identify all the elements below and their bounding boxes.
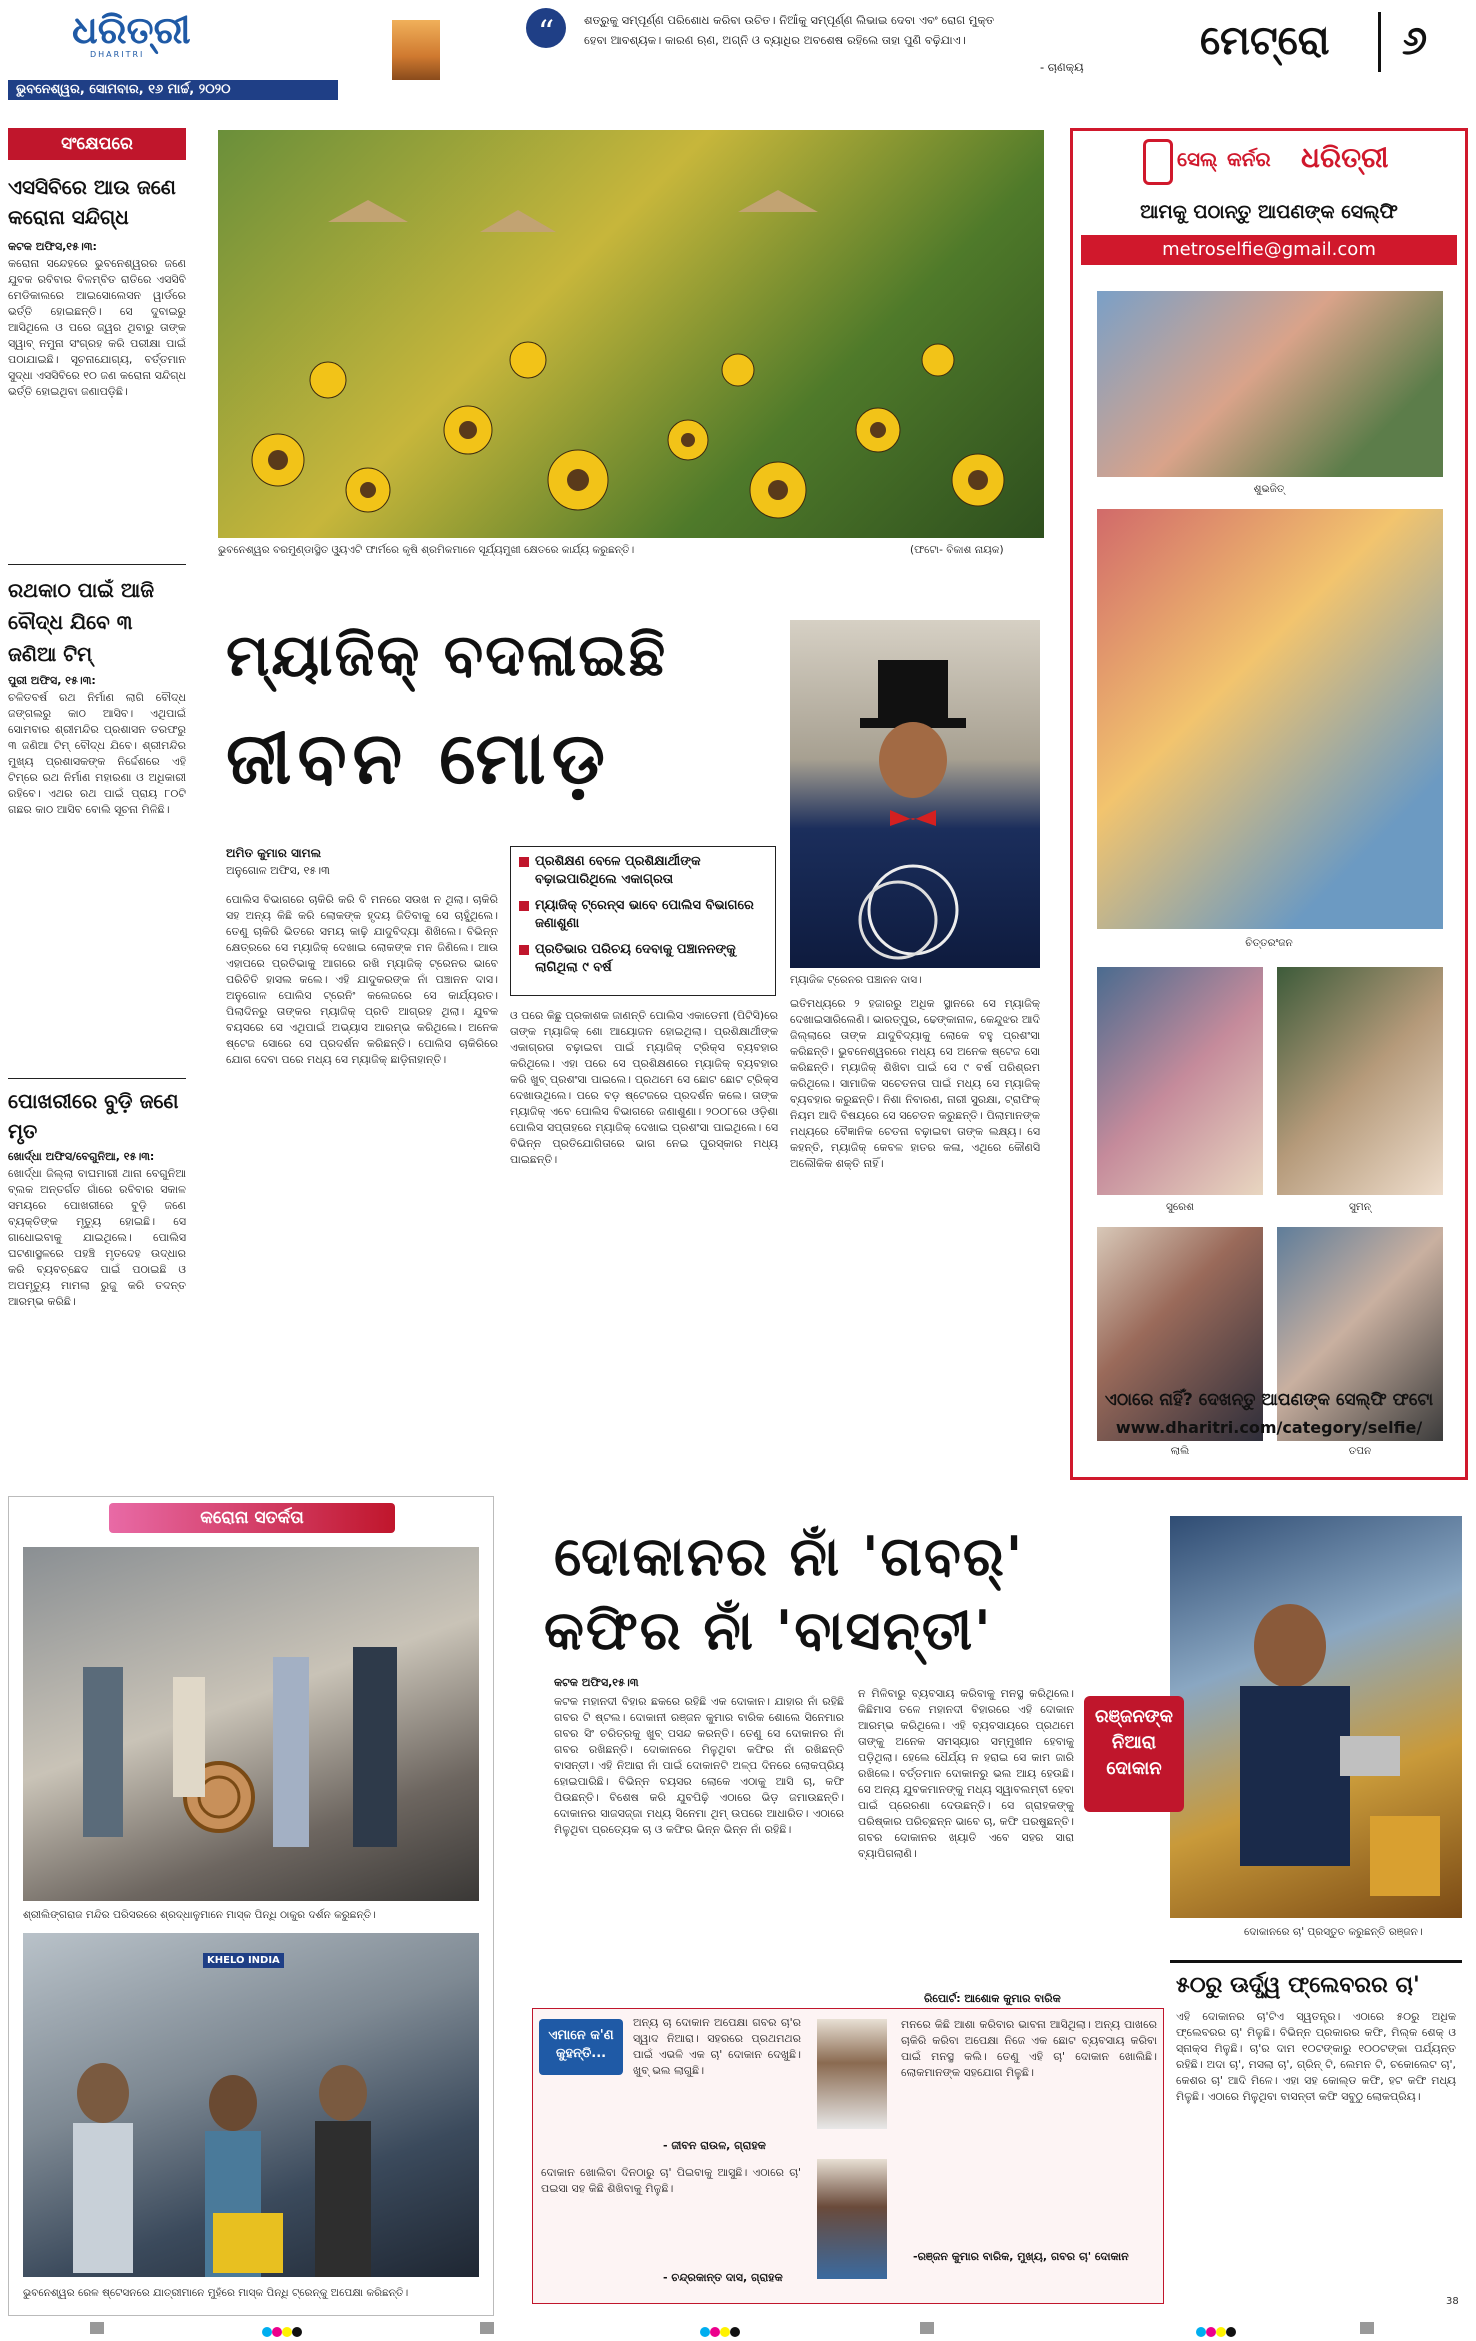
sunflower-photo <box>218 130 1044 538</box>
corona-station-caption: ଭୁବନେଶ୍ୱର ରେଳ ଷ୍ଟେସନରେ ଯାତ୍ରୀମାନେ ମୁହଁରେ ମାସ୍କ ପିନ୍ଧି ଟ୍ରେନ୍‌କୁ ଅପେକ୍ଷା କରିଛନ୍ତି। <box>23 2287 409 2299</box>
selfie-corner <box>1070 128 1468 1480</box>
opinion-quote-3-by: -ରଞ୍ଜନ କୁମାର ବାରିକ, ମୁଖ୍ୟ, ଗବର ଚା' ଦୋକାନ <box>913 2250 1129 2263</box>
corona-station-photo <box>23 1933 479 2277</box>
opinion-quote-1: ଅନ୍ୟ ଚା ଦୋକାନ ଅପେକ୍ଷା ଗବର ଚା'ର ସ୍ୱାଦ ନିଆରା। ସହରରେ ପ୍ରଥମଥର ପାଇଁ ଏଭଳି ଏକ ଚା' ଦୋକାନ ଦେଖୁଛି। ଖୁବ୍ ଭଲ ଲାଗୁଛି। <box>633 2016 801 2077</box>
page-number: ୬ <box>1402 18 1428 64</box>
selfie-email: metroselfie@gmail.com <box>1081 235 1457 265</box>
selfie-photo-4 <box>1277 967 1443 1195</box>
corona-temple-photo <box>23 1547 479 1901</box>
gabbar-body-col-2: ନ ମିଳିବାରୁ ବ୍ୟବସାୟ କରିବାକୁ ମନସ୍ଥ କରିଥିଲେ। କିଛିମାସ ତଳେ ମହାନଦୀ ବିହାରରେ ଏହି ଦୋକାନ ଆରମ୍ଭ କରିଥିଲେ। ଏହି ବ୍ୟବସାୟରେ ପ୍ରଥମେ ତାଙ୍କୁ ଅନେକ ସମସ୍ୟାର ସମ୍ମୁଖୀନ ହେବାକୁ ପଡ଼ିଥିଲା। ହେଲେ ଧୈର୍ଯ୍ୟ ନ ହରାଇ ସେ କାମ ଜାରି ରଖିଲେ। ବର୍ତ୍ତମାନ ଦୋକାନରୁ ଭଲ ଆୟ ହେଉଛି। ସେ ଅନ୍ୟ ଯୁବକମାନଙ୍କୁ ମଧ୍ୟ ସ୍ୱାବଲମ୍ବୀ ହେବା ପାଇଁ ପ୍ରେରଣା ଦେଉଛନ୍ତି। ସେ ଗ୍ରାହକଙ୍କୁ ପରିଷ୍କାର ପରିଚ୍ଛନ୍ନ ଭାବେ ଚା, କଫି ପରଷୁଛନ୍ତି। ଗବର ଦୋକାନର ଖ୍ୟାତି ଏବେ ସହର ସାରା ବ୍ୟାପିଗଲାଣି। <box>858 1687 1074 1860</box>
corona-temple-caption: ଶ୍ରୀଲିଙ୍ଗରାଜ ମନ୍ଦିର ପରିସରରେ ଶ୍ରଦ୍ଧାଳୁମାନେ ମାସ୍କ ପିନ୍ଧି ଠାକୁର ଦର୍ଶନ କରୁଛନ୍ତି। <box>23 1909 376 1921</box>
station-sign: KHELO INDIA <box>203 1953 284 1968</box>
flavour-box <box>1170 1960 1462 2307</box>
magic-byline-1: ଅମିତ କୁମାର ସାମଲ <box>226 846 322 860</box>
magician-photo-caption: ମ୍ୟାଜିକ ଟ୍ରେନର ପଞ୍ଚାନନ ଦାସ। <box>790 974 922 986</box>
opinion-label: ଏମାନେ କ'ଣ କୁହନ୍ତି... <box>539 2019 623 2075</box>
section-divider <box>1378 12 1381 72</box>
selfie-photo-1 <box>1097 291 1443 477</box>
phone-icon <box>1143 139 1173 185</box>
magic-headline-1: ମ୍ୟାଜିକ୍ ବଦଳାଇଛି <box>226 621 668 689</box>
quote-line-1: ଶତ୍ରୁକୁ ସମ୍ପୂର୍ଣ୍ଣ ପରିଶୋଧ କରିବା ଉଚିତ। ନିଆଁକୁ ସମ୍ପୂର୍ଣ୍ଣ ଲିଭାଇ ଦେବା ଏବଂ ରୋଗ ମୁକ୍ତ <box>584 13 995 27</box>
selfie-name-4: ସୁମନ୍ <box>1349 1201 1371 1213</box>
highlight-item: ପ୍ରତିଭାର ପରିଚୟ ଦେବାକୁ ପଞ୍ଚାନନଙ୍କୁ ଲାଗିଥିଲା ୯ ବର୍ଷ <box>519 941 767 977</box>
corona-label: କରୋନା ସତର୍କତା <box>109 1503 395 1533</box>
dateline-bar <box>8 80 338 100</box>
section-title: ମେଟ୍ରୋ <box>1200 18 1330 64</box>
selfie-photo-2 <box>1097 509 1443 929</box>
station-art <box>23 1933 479 2277</box>
magic-body-col-3: ଇତିମଧ୍ୟରେ ୨ ହଜାରରୁ ଅଧିକ ସ୍ଥାନରେ ସେ ମ୍ୟାଜିକ୍ ଦେଖାଇସାରିଲେଣି। ଭାରତ୍ପୁର, ଢେଙ୍କାନାଳ, କେନ୍ଦୁଝର ଆଦି ଜିଲ୍ଲାରେ ତାଙ୍କ ଯାଦୁବିଦ୍ୟାକୁ ଲୋକେ ବହୁ ପ୍ରଶଂସା କରିଛନ୍ତି। ଭୁବନେଶ୍ୱରରେ ମଧ୍ୟ ସେ ଅନେକ ଷ୍ଟେଜ ସୋ କରିଛନ୍ତି। ମ୍ୟାଜିକ୍ ଶିଖିବା ପାଇଁ ସେ ୯ ବର୍ଷ ପରିଶ୍ରମ କରିଥିଲେ। ସାମାଜିକ ସଚେତନତା ପାଇଁ ମଧ୍ୟ ସେ ମ୍ୟାଜିକ୍ ବ୍ୟବହାର କରୁଛନ୍ତି। ନିଶା ନିବାରଣ, ନାରୀ ସୁରକ୍ଷା, ଟ୍ରାଫିକ୍ ନିୟମ ଆଦି ବିଷୟରେ ସେ ସଚେତନ କରୁଛନ୍ତି। ପିଲାମାନଙ୍କ ମଧ୍ୟରେ ବୈଜ୍ଞାନିକ ଚେତନା ବଢ଼ାଇବା ତାଙ୍କ ଲକ୍ଷ୍ୟ। ସେ କହନ୍ତି, ମ୍ୟାଜିକ୍ କେବଳ ହାତର କଳା, ଏଥିରେ କୌଣସି ଅଲୌକିକ ଶକ୍ତି ନାହିଁ। <box>790 997 1040 1170</box>
sunflower-photo-art <box>218 130 1044 538</box>
selfie-logo-brand: ଧରିତ୍ରୀ <box>1301 141 1389 174</box>
opinion-quote-3: ମନରେ କିଛି ଆଶା କରିବାର ଭାବନା ଆସିଥିଲା। ଅନ୍ୟ ପାଖରେ ଚାକିରି କରିବା ଅପେକ୍ଷା ନିଜେ ଏକ ଛୋଟ ବ୍ୟବସାୟ କରିବା ପାଇଁ ମନସ୍ଥ କଲି। ତେଣୁ ଏହି ଚା' ଦୋକାନ ଖୋଲିଛି। ଲୋକମାନଙ୍କ ସହଯୋଗ ମିଳୁଛି। <box>901 2018 1157 2079</box>
temple-art <box>23 1547 479 1901</box>
brief-item-3-headline: ପୋଖରୀରେ ବୁଡ଼ି ଜଣେ ମୃତ <box>8 1089 179 1143</box>
gabbar-dateline: କଟକ ଅଫିସ,୧୫।୩ <box>554 1676 639 1689</box>
sunflower-caption: ଭୁବନେଶ୍ୱର ବରମୁଣ୍ଡାସ୍ଥିତ ଓ୍ୟୁଏଟି ଫାର୍ମରେ କୃଷି ଶ୍ରମିକମାନେ ସୂର୍ଯ୍ୟମୁଖୀ କ୍ଷେତରେ କାର୍ଯ୍ୟ କରୁଛନ୍ତି। <box>218 544 635 556</box>
opinion-box <box>532 2008 1164 2304</box>
opinion-quote-2-by: - ଚନ୍ଦ୍ରକାନ୍ତ ଦାସ, ଗ୍ରାହକ <box>663 2271 783 2284</box>
brief-item-2-headline: ରଥକାଠ ପାଇଁ ଆଜି ବୌଦ୍ଧ ଯିବେ ୩ ଜଣିଆ ଟିମ୍ <box>8 578 155 666</box>
quote-author: - ଚାଣକ୍ୟ <box>1040 60 1084 74</box>
magician-photo <box>790 620 1040 968</box>
brief-item-1-headline: ଏସସିବିରେ ଆଉ ଜଣେ କରୋନା ସନ୍ଦିଗ୍ଧ <box>8 175 176 229</box>
customer-2-photo <box>817 2159 887 2279</box>
brief-item-2-body: ଚଳିତବର୍ଷ ରଥ ନିର୍ମାଣ ଲାଗି ବୌଦ୍ଧ ଜଙ୍ଗଲରୁ କାଠ ଆସିବ। ଏଥିପାଇଁ ସୋମବାର ଶ୍ରୀମନ୍ଦିର ପ୍ରଶାସନ ତରଫରୁ ୩ ଜଣିଆ ଟିମ୍ ବୌଦ୍ଧ ଯିବେ। ଶ୍ରୀମନ୍ଦିର ମୁଖ୍ୟ ପ୍ରଶାସକଙ୍କ ନିର୍ଦ୍ଦେଶରେ ଏହି ଟିମ୍‌ରେ ରଥ ନିର୍ମାଣ ମହାରଣା ଓ ଅଧିକାରୀ ରହିବେ। ଏଥର ରଥ ପାଇଁ ପ୍ରାୟ ୮୦ଟି ଗଛର କାଠ ଆସିବ ବୋଲି ସୂଚନା ମିଳିଛି। <box>8 691 186 816</box>
selfie-logo-left: ସେଲ୍ <box>1177 147 1218 171</box>
registration-marks <box>0 2296 1476 2338</box>
footer-page-number: 38 <box>1446 2296 1459 2307</box>
corona-column <box>8 1496 494 2316</box>
masthead <box>0 0 1476 96</box>
magic-byline-2: ଅନୁଗୋଳ ଅଫିସ, ୧୫।୩ <box>226 864 330 877</box>
selfie-logo <box>1143 139 1403 189</box>
customer-1-photo <box>817 2019 887 2129</box>
brief-item-1-dateline: କଟକ ଅଫିସ,୧୫।୩: <box>8 240 97 253</box>
gabbar-headline-1: ଦୋକାନର ନାଁ 'ଗବର୍' <box>554 1525 1025 1588</box>
opinion-quote-1-by: - ଜୀବନ ରାଉଳ, ଗ୍ରାହକ <box>663 2139 766 2152</box>
selfie-footer-question: ଏଠାରେ ନାହିଁ? ଦେଖନ୍ତୁ ଆପଣଙ୍କ ସେଲ୍‌ଫି ଫଟୋ <box>1104 1390 1434 1410</box>
flavour-body: ଏହି ଦୋକାନର ଚା'ଟିଏ ସ୍ୱତନ୍ତ୍ର। ଏଠାରେ ୫୦ରୁ ଅଧିକ ଫ୍ଲେବରର ଚା' ମିଳୁଛି। ବିଭିନ୍ନ ପ୍ରକାରର କଫି, ମିଲ୍କ ଶେକ୍ ଓ ସ୍ନାକ୍ସ ମିଳୁଛି। ଚା'ର ଦାମ ୧୦ଟଙ୍କାରୁ ୧୦୦ଟଙ୍କା ପର୍ଯ୍ୟନ୍ତ ରହିଛି। ଅଦା ଚା', ମସଲା ଚା', ଗ୍ରିନ୍ ଟି, ଲେମନ ଟି, ଚକୋଲେଟ ଚା', କେଶର ଚା' ଆଦି ମିଳେ। ଏହା ସହ କୋଲ୍ଡ କଫି, ହଟ କଫି ମଧ୍ୟ ମିଳୁଛି। ଏଠାରେ ମିଳୁଥିବା ବାସନ୍ତୀ କଫି ସବୁଠୁ ଲୋକପ୍ରିୟ। <box>1176 2010 1456 2103</box>
brief-label: ସଂକ୍ଷେପରେ <box>8 128 186 160</box>
logo-sub: DHARITRI <box>90 50 145 59</box>
brief-item-3-dateline: ଖୋର୍ଦ୍ଧା ଅଫିସ/ବେଗୁନିଆ, ୧୫।୩: <box>8 1150 155 1163</box>
selfie-photo-3 <box>1097 967 1263 1195</box>
selfie-name-5: ଲାଲି <box>1170 1445 1190 1457</box>
gabbar-badge-text: ରଞ୍ଜନଙ୍କ ନିଆରା ଦୋକାନ <box>1095 1706 1173 1779</box>
sunflower-credit: (ଫଟୋ- ବିକାଶ ନାୟକ) <box>910 544 1004 556</box>
brief-column <box>8 128 186 1480</box>
magic-body-col-2: ଓ ପରେ କିଛୁ ପ୍ରକାଶକ ଜାଣନ୍ତି ପୋଲିସ ଏକାଡେମୀ (ପିଟିସି)ରେ ତାଙ୍କ ମ୍ୟାଜିକ୍ ଶୋ ଆୟୋଜନ ହୋଇଥିଲା। ପ୍ରଶିକ୍ଷାର୍ଥୀଙ୍କ ଏକାଗ୍ରତା ବଢ଼ାଇବା ପାଇଁ ମ୍ୟାଜିକ୍ ଟ୍ରିକ୍ସ ବ୍ୟବହାର କରିଥିଲେ। ଏହା ପରେ ସେ ପ୍ରଶିକ୍ଷଣରେ ମ୍ୟାଜିକ୍ ବ୍ୟବହାର କରି ଖୁବ୍ ପ୍ରଶଂସା ପାଇଲେ। ପ୍ରଥମେ ସେ ଛୋଟ ଛୋଟ ଟ୍ରିକ୍ସ ଦେଖାଉଥିଲେ। ପରେ ବଡ଼ ଷ୍ଟେଜରେ ପ୍ରଦର୍ଶନ କଲେ। ତାଙ୍କ ମ୍ୟାଜିକ୍ ଏବେ ପୋଲିସ ବିଭାଗରେ ଜଣାଶୁଣା। ୨୦୦୮ରେ ଓଡ଼ିଶା ପୋଲିସ ସପ୍ତାହରେ ମ୍ୟାଜିକ୍ ଦେଖାଇ ପ୍ରଶଂସା ପାଇଥିଲେ। ସେ ବିଭିନ୍ନ ପ୍ରତିଯୋଗିତାରେ ଭାଗ ନେଇ ପୁରସ୍କାର ମଧ୍ୟ ପାଇଛନ୍ତି। <box>510 1009 778 1166</box>
magic-story <box>218 604 1044 1480</box>
chanakya-portrait <box>392 20 440 80</box>
highlight-item: ପ୍ରଶିକ୍ଷଣ ବେଳେ ପ୍ରଶିକ୍ଷାର୍ଥୀଙ୍କ ବଢ଼ାଇପାରିଥିଲେ ଏକାଗ୍ରତା <box>519 853 767 889</box>
logo-text: ଧରିତ୍ରୀ <box>72 8 191 52</box>
brief-item-1-body: କରୋନା ସନ୍ଦେହରେ ଭୁବନେଶ୍ୱରର ଜଣେ ଯୁବକ ରବିବାର ବିଳମ୍ବିତ ରାତିରେ ଏସସିବି ମେଡିକାଲରେ ଆଇସୋଲେସନ ୱାର୍ଡରେ ଭର୍ତ୍ତି ହୋଇଛନ୍ତି। ସେ ଦୁବାଇରୁ ଆସିଥିଲେ ଓ ପରେ ଜ୍ୱର ଥିବାରୁ ତାଙ୍କ ସ୍ୱାବ୍ ନମୁନା ସଂଗ୍ରହ କରି ପରୀକ୍ଷା ପାଇଁ ପଠାଯାଇଛି। ସୂଚନାଯୋଗ୍ୟ, ବର୍ତ୍ତମାନ ସୁଦ୍ଧା ଏସସିବିରେ ୧୦ ଜଣ କରୋନା ସନ୍ଦିଗ୍ଧ ଭର୍ତ୍ତି ହୋଇଥିବା ଜଣାପଡ଼ିଛି। <box>8 257 186 398</box>
highlight-item: ମ୍ୟାଜିକ୍ ଟ୍ରେନ୍ସ ଭାବେ ପୋଲିସ ବିଭାଗରେ ଜଣାଶୁଣା <box>519 897 767 933</box>
brief-item-3-body: ଖୋର୍ଦ୍ଧା ଜିଲ୍ଲା ବାଘମାରୀ ଥାନା ବେଗୁନିଆ ବ୍ଲକ ଅନ୍ତର୍ଗତ ଗାଁରେ ରବିବାର ସକାଳ ସମୟରେ ପୋଖରୀରେ ବୁଡ଼ି ଜଣେ ବ୍ୟକ୍ତିଙ୍କ ମୃତ୍ୟୁ ହୋଇଛି। ସେ ଗାଧୋଇବାକୁ ଯାଇଥିଲେ। ପୋଲିସ ଘଟଣାସ୍ଥଳରେ ପହଞ୍ଚି ମୃତଦେହ ଉଦ୍ଧାର କରି ବ୍ୟବଚ୍ଛେଦ ପାଇଁ ପଠାଇଛି ଓ ଅପମୃତ୍ୟୁ ମାମଲା ରୁଜୁ କରି ତଦନ୍ତ ଆରମ୍ଭ କରିଛି। <box>8 1167 186 1308</box>
selfie-tagline: ଆମକୁ ପଠାନ୍ତୁ ଆପଣଙ୍କ ସେଲ୍‌ଫି <box>1140 201 1398 223</box>
flavour-headline: ୫୦ରୁ ଊର୍ଦ୍ଧ୍ୱ ଫ୍ଲେବରର ଚା' <box>1176 1973 1420 1998</box>
selfie-name-6: ତପନ <box>1348 1445 1372 1457</box>
selfie-footer-url[interactable]: www.dharitri.com/category/selfie/ <box>1115 1418 1423 1437</box>
selfie-name-1: ଶୁଭଜିତ୍ <box>1253 483 1285 495</box>
magic-body-col-1: ପୋଲିସ ବିଭାଗରେ ଚାକିରି କରି ବି ମନରେ ସଉଖ ନ ଥିଲା। ଚାକିରି ସହ ଅନ୍ୟ କିଛି କରି ଲୋକଙ୍କ ହୃଦୟ ଜିତିବାକୁ ସେ ଚାହୁଁଥିଲେ। ତେଣୁ ଚାକିରି ଭିତରେ ସମୟ କାଢ଼ି ଯାଦୁବିଦ୍ୟା ଶିଖିଲେ। ବିଭିନ୍ନ କ୍ଷେତ୍ରରେ ସେ ମ୍ୟାଜିକ୍ ଦେଖାଇ ଲୋକଙ୍କ ମନ ଜିଣିଲେ। ଆଉ ଏହାପରେ ପ୍ରତିଭାକୁ ଆଗରେ ରଖି ମ୍ୟାଜିକ୍ ଟ୍ରେନର ଭାବେ ପରିଚିତି ହାସଲ କଲେ। ଏହି ଯାଦୁକରଙ୍କ ନାଁ ପଞ୍ଚାନନ ଦାସ। ଅନୁଗୋଳ ପୋଲିସ ଟ୍ରେନିଂ କଲେଜରେ ସେ କାର୍ଯ୍ୟରତ। ପିଲାଦିନରୁ ତାଙ୍କର ମ୍ୟାଜିକ୍ ପ୍ରତି ଆଗ୍ରହ ଥିଲା। ଯୁବକ ବୟସରେ ସେ ଏଥିପାଇଁ ଅଭ୍ୟାସ ଆରମ୍ଭ କରିଥିଲେ। ଅନେକ ଷ୍ଟେଜ ସୋରେ ସେ ପ୍ରଦର୍ଶନ କରିଛନ୍ତି। ପୋଲିସ ଚାକିରିରେ ଯୋଗ ଦେବା ପରେ ମଧ୍ୟ ସେ ମ୍ୟାଜିକ୍ ଛାଡ଼ିନାହାନ୍ତି। <box>226 893 498 1066</box>
quote-line-2: ହେବା ଆବଶ୍ୟକ। କାରଣ ଋଣ, ଅଗ୍ନି ଓ ବ୍ୟାଧିର ଅବଶେଷ ରହିଲେ ତାହା ପୁଣି ବଢ଼ିଯାଏ। <box>584 33 966 47</box>
quote-mark-icon: “ <box>526 8 566 48</box>
tea-photo-caption: ଦୋକାନରେ ଚା' ପ୍ରସ୍ତୁତ କରୁଛନ୍ତି ରଞ୍ଜନ। <box>1244 1926 1423 1938</box>
brief-divider <box>8 564 186 565</box>
magic-headline-2: ଜୀବନ ମୋଡ଼ <box>226 716 611 800</box>
selfie-name-2: ଚିତ୍ତରଂଜନ <box>1245 937 1293 949</box>
selfie-logo-mid: କର୍ନର <box>1227 147 1271 171</box>
magic-highlights-box <box>510 846 776 996</box>
gabbar-badge <box>1084 1696 1184 1812</box>
dateline: ଭୁବନେଶ୍ୱର, ସୋମବାର, ୧୬ ମାର୍ଚ୍ଚ, ୨୦୨୦ <box>16 82 231 97</box>
gabbar-headline-2: କଫିର ନାଁ 'ବାସନ୍ତୀ' <box>544 1599 993 1662</box>
gabbar-body-col-1: କଟକ ମହାନଦୀ ବିହାର ଛକରେ ରହିଛି ଏକ ଦୋକାନ। ଯାହାର ନାଁ ରହିଛି ଗବର ଟି ଷ୍ଟଲ। ଦୋକାନୀ ରଞ୍ଜନ କୁମାର ବାରିକ ଶୋଲେ ସିନେମାର ଗବର ସିଂ ଚରିତ୍ରକୁ ଖୁବ୍ ପସନ୍ଦ କରନ୍ତି। ତେଣୁ ସେ ଦୋକାନର ନାଁ ଗବର ରଖିଛନ୍ତି। ଦୋକାନରେ ମିଳୁଥିବା କଫିର ନାଁ ରଖିଛନ୍ତି ବାସନ୍ତୀ। ଏହି ନିଆରା ନାଁ ପାଇଁ ଦୋକାନଟି ଅଳ୍ପ ଦିନରେ ଲୋକପ୍ରିୟ ହୋଇପାରିଛି। ବିଭିନ୍ନ ବୟସର ଲୋକେ ଏଠାକୁ ଆସି ଚା, କଫି ପିଉଛନ୍ତି। ବିଶେଷ କରି ଯୁବପିଢ଼ି ଏଠାରେ ଭିଡ଼ ଜମାଉଛନ୍ତି। ଦୋକାନର ସାଜସଜ୍ଜା ମଧ୍ୟ ସିନେମା ଥିମ୍ ଉପରେ ଆଧାରିତ। ଏଠାରେ ମିଳୁଥିବା ପ୍ରତ୍ୟେକ ଚା ଓ କଫିର ଭିନ୍ନ ଭିନ୍ନ ନାଁ ରହିଛି। <box>554 1695 844 1836</box>
brief-divider <box>8 1078 186 1079</box>
logo <box>72 8 192 58</box>
tea-vendor-art <box>1170 1516 1462 1918</box>
gabbar-story <box>524 1496 1468 2316</box>
brief-item-2-dateline: ପୁରୀ ଅଫିସ, ୧୫।୩: <box>8 674 96 687</box>
tea-vendor-photo <box>1170 1516 1462 1918</box>
selfie-name-3: ସୁରେଶ <box>1166 1201 1194 1213</box>
magician-art <box>790 620 1040 968</box>
gabbar-reporter: ରିପୋର୍ଟ: ଆଶୋକ କୁମାର ବାରିକ <box>924 1992 1061 2005</box>
opinion-quote-2: ଦୋକାନ ଖୋଲିବା ଦିନଠାରୁ ଚା' ପିଇବାକୁ ଆସୁଛି। ଏଠାରେ ଚା' ପଇସା ସହ କିଛି ଶିଖିବାକୁ ମିଳୁଛି। <box>541 2166 801 2195</box>
